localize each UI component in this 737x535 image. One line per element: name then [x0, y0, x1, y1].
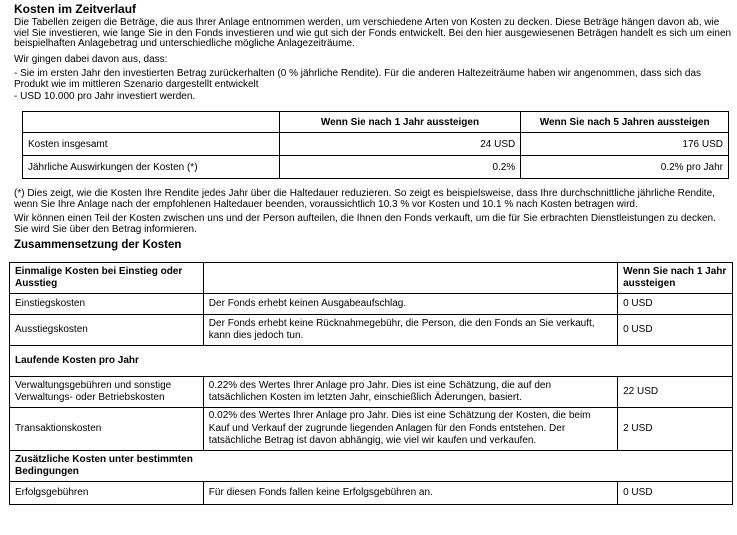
section-title: Kosten im Zeitverlauf: [14, 2, 137, 16]
row-value: 0 USD: [618, 482, 733, 505]
table-section-header: [10, 263, 733, 294]
table-header-row: [23, 112, 729, 133]
row-label: Transaktionskosten: [10, 408, 204, 451]
cost-composition-table: [9, 262, 733, 505]
table-row: [10, 482, 733, 505]
assumption-2: - USD 10.000 pro Jahr investiert werden.: [14, 91, 196, 102]
table-row: [23, 133, 729, 156]
row-value: 2 USD: [618, 408, 733, 451]
ongoing-header: Laufende Kosten pro Jahr: [10, 346, 733, 377]
incidental-header-text: Zusätzliche Kosten unter bestimmten Bedingungen: [15, 453, 193, 477]
header-cell: [23, 112, 280, 133]
table-row: [10, 315, 733, 346]
table-row: [10, 377, 733, 408]
header-cell: Wenn Sie nach 1 Jahr aussteigen: [279, 112, 521, 133]
table-row: [23, 156, 729, 179]
shared-costs-note: Wir können einen Teil der Kosten zwischen uns und der Person aufteilen, die Ihnen den Fonds verkauft, um die für Sie erbrachten Dienstleistungen zu decken. Sie wird Sie über den Betrag informieren.: [14, 213, 716, 235]
assumption-lead: Wir gingen dabei davon aus, dass:: [14, 54, 168, 65]
row-label: Einstiegskosten: [10, 294, 204, 315]
row-description: 0.22% des Wertes Ihrer Anlage pro Jahr. Dies ist eine Schätzung, die auf den tatsächlichen Kosten im letzten Jahr, einschießlich Äderungen, basiert.: [203, 377, 617, 408]
one-off-header: Einmalige Kosten bei Einstieg oder Ausstieg: [10, 263, 204, 294]
row-label: Verwaltungsgebühren und sonstige Verwaltungs- oder Betriebskosten: [10, 377, 204, 408]
composition-title: Zusammensetzung der Kosten: [14, 239, 182, 251]
value-cell: 176 USD: [521, 133, 729, 156]
exit-1y-header: Wenn Sie nach 1 Jahr aussteigen: [618, 263, 733, 294]
row-value: 0 USD: [618, 315, 733, 346]
table-row: [10, 294, 733, 315]
row-description: Für diesen Fonds fallen keine Erfolgsgebühren an.: [203, 482, 617, 505]
incidental-header: [10, 451, 733, 482]
row-label: Jährliche Auswirkungen der Kosten (*): [23, 156, 280, 179]
footnote: (*) Dies zeigt, wie die Kosten Ihre Rendite jedes Jahr über die Haltedauer reduzieren. So zeigt es beispielsweise, dass Ihre durchschnittliche jährliche Rendite, wenn Sie Ihre Anlage nach der empfohlenen Haltedauer beenden, voraussichtlich 10.3 % vor Kosten und 10.1 % nach Kosten betragen wird.: [14, 188, 715, 210]
row-value: 22 USD: [618, 377, 733, 408]
row-value: 0 USD: [618, 294, 733, 315]
value-cell: 24 USD: [279, 133, 521, 156]
value-cell: 0.2%: [279, 156, 521, 179]
row-description: 0.02% des Wertes Ihrer Anlage pro Jahr. Dies ist eine Schätzung der Kosten, die beim Kauf und Verkauf der zugrunde liegenden Anlagen für den Fonds entstehen. Der tatsächliche Betrag ist davon abhängig, wie viel wir kaufen und verkaufen.: [203, 408, 617, 451]
costs-over-time-table: [22, 111, 729, 179]
assumption-1: - Sie im ersten Jahr den investierten Betrag zurückerhalten (0 % jährliche Rendite). Für die anderen Haltezeiträume haben wir angenommen, dass sich das Produkt wie im mittleren Szenario dargestellt entwickelt: [14, 68, 702, 90]
row-label: Kosten insgesamt: [23, 133, 280, 156]
row-description: Der Fonds erhebt keine Rücknahmegebühr, die Person, die den Fonds an Sie verkauft, kann dies jedoch tun.: [203, 315, 617, 346]
row-description: Der Fonds erhebt keinen Ausgabeaufschlag.: [203, 294, 617, 315]
row-label: Erfolgsgebühren: [10, 482, 204, 505]
table-row: [10, 408, 733, 451]
empty-cell: [203, 263, 617, 294]
row-label: Ausstiegskosten: [10, 315, 204, 346]
value-cell: 0.2% pro Jahr: [521, 156, 729, 179]
table-section-header: [10, 346, 733, 377]
table-section-header: [10, 451, 733, 482]
header-cell: Wenn Sie nach 5 Jahren aussteigen: [521, 112, 729, 133]
intro-paragraph: Die Tabellen zeigen die Beträge, die aus Ihrer Anlage entnommen werden, um verschiedene Arten von Kosten zu decken. Diese Beträge hängen davon ab, wie viel Sie investieren, wie lange Sie in den Fonds investieren und wie gut sich der Fonds entwickelt. Bei den hier ausgewiesenen Beträgen handelt es sich um einen beispielhaften Anlagebetrag und unterschiedliche mögliche Anlagezeiträume.: [14, 17, 732, 49]
